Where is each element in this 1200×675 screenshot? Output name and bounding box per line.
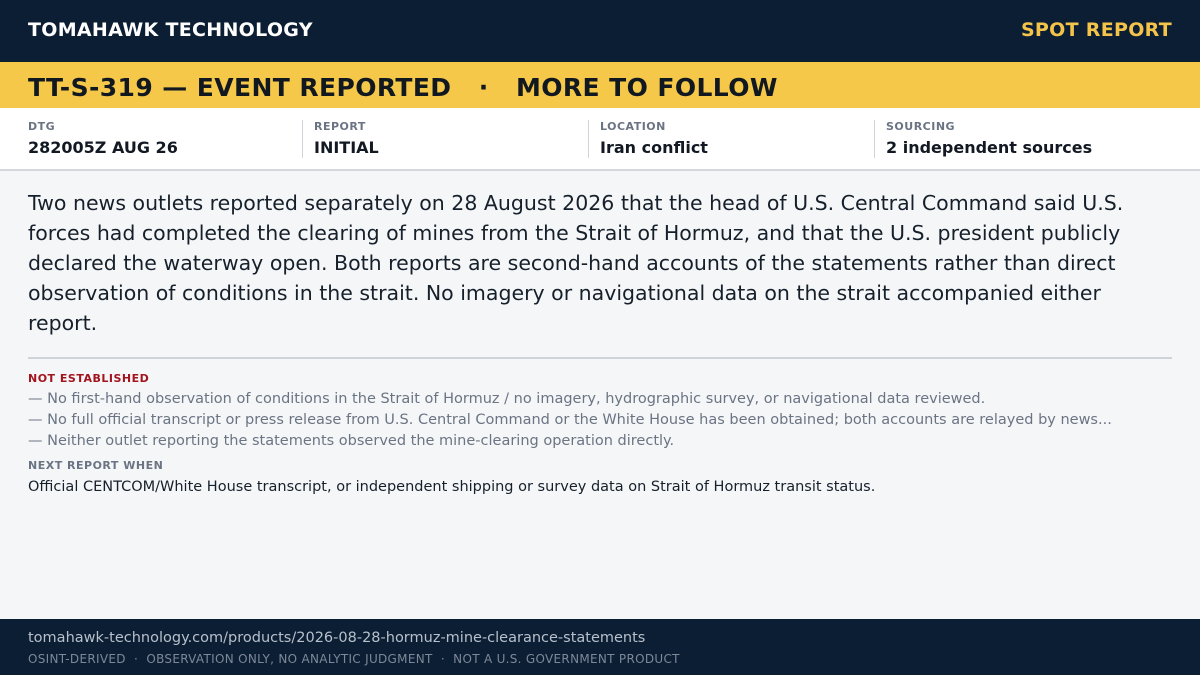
status-banner [0, 62, 1200, 108]
banner-title: TT-S-319 — EVENT REPORTED · MORE TO FOLLOW [28, 73, 778, 102]
footer-disclaimer: OSINT-DERIVED · OBSERVATION ONLY, NO ANALYTIC JUDGMENT · NOT A U.S. GOVERNMENT PRODUCT [28, 652, 680, 666]
meta-location-value: Iran conflict [600, 138, 708, 157]
meta-dtg-value: 282005Z AUG 26 [28, 138, 178, 157]
top-header-bar [0, 0, 1200, 62]
next-report-text: Official CENTCOM/White House transcript, or independent shipping or survey data on Strait of Hormuz transit status. [28, 479, 876, 495]
meta-report [302, 120, 379, 158]
meta-sourcing-label: SOURCING [886, 120, 956, 133]
metadata-row [0, 108, 1200, 171]
meta-sourcing [874, 120, 1092, 158]
report-type-label: SPOT REPORT [1020, 19, 1172, 41]
footer-url-link[interactable]: tomahawk-technology.com/products/2026-08-28-hormuz-mine-clearance-statements [28, 630, 646, 646]
not-established-item: — No first-hand observation of conditions in the Strait of Hormuz / no imagery, hydrographic survey, or navigational data reviewed. [28, 391, 986, 407]
meta-report-value: INITIAL [314, 138, 379, 157]
footer-bar [0, 619, 1200, 675]
meta-location [588, 120, 708, 158]
meta-report-label: REPORT [314, 120, 366, 133]
not-established-label: NOT ESTABLISHED [28, 372, 150, 385]
not-established-list [28, 389, 1172, 452]
section-divider [28, 357, 1172, 359]
not-established-item: — No full official transcript or press release from U.S. Central Command or the White House has been obtained; both accounts are relayed by news... [28, 412, 1112, 428]
meta-dtg [28, 120, 178, 158]
brand-name: TOMAHAWK TECHNOLOGY [28, 19, 313, 41]
report-summary: Two news outlets reported separately on 28 August 2026 that the head of U.S. Central Command said U.S. forces had completed the clearing of mines from the Strait of Hormuz, and that the U.S. president publicly declared the waterway open. Both reports are second-hand accounts of the statements rather than direct observation of conditions in the strait. No imagery or navigational data on the strait accompanied either report. [28, 191, 1124, 335]
meta-dtg-label: DTG [28, 120, 56, 133]
next-report-label: NEXT REPORT WHEN [28, 459, 164, 472]
not-established-item: — Neither outlet reporting the statements observed the mine-clearing operation directly. [28, 433, 675, 449]
meta-location-label: LOCATION [600, 120, 666, 133]
meta-sourcing-value: 2 independent sources [886, 138, 1093, 157]
